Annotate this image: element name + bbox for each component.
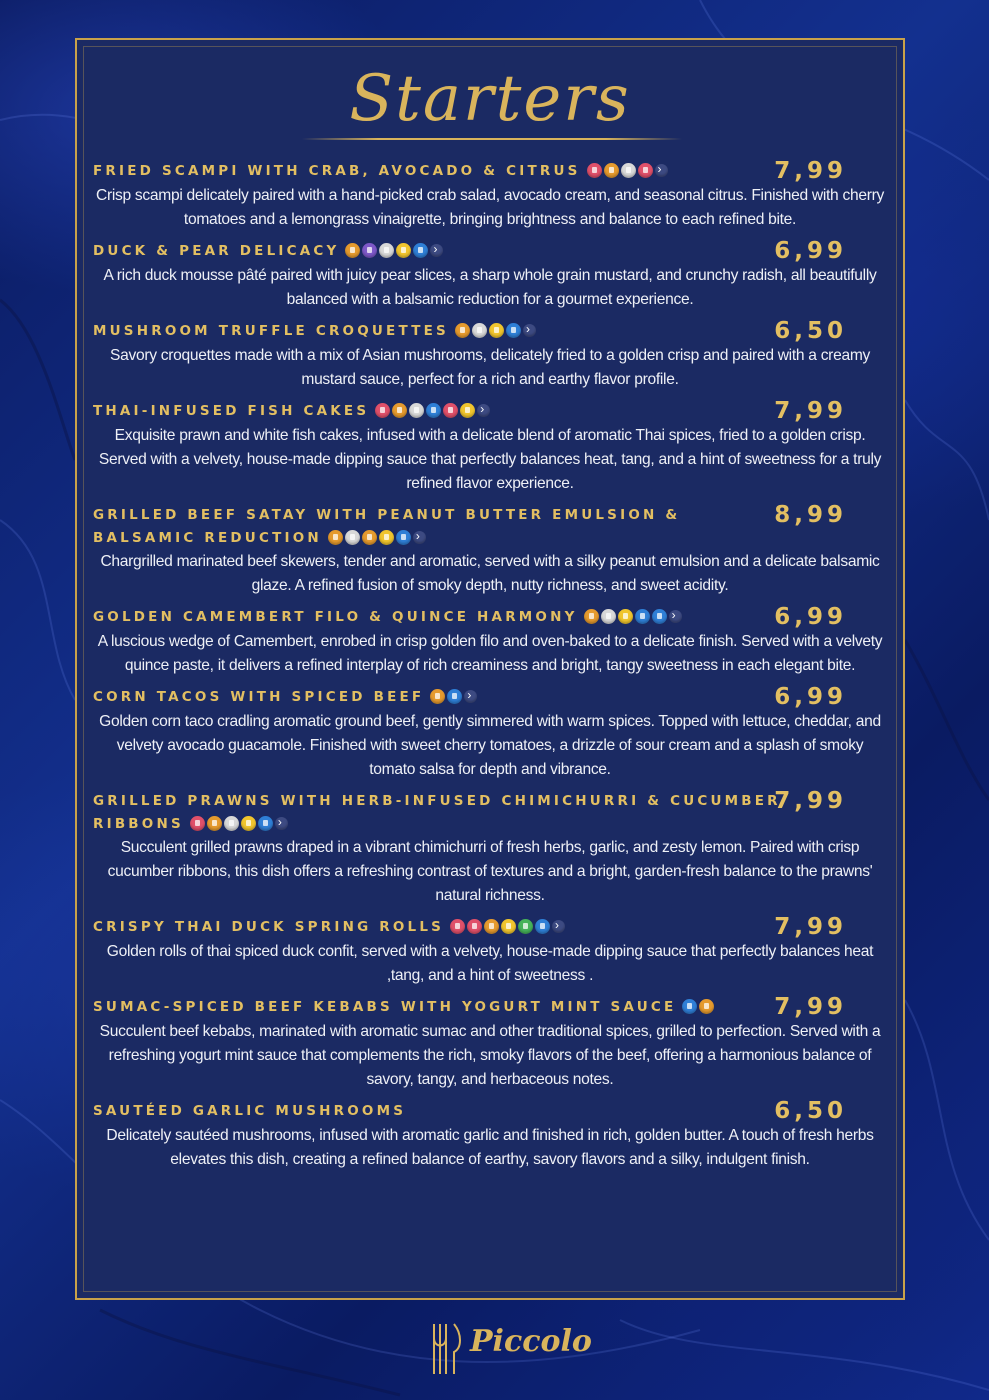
menu-item-header — [93, 504, 887, 550]
dish-description: A luscious wedge of Camembert, enrobed in crisp golden filo and oven-baked to a delicate finish. Served with a velvety quince paste, it delivers a refined interplay of rich creaminess and bright, tangy sweetness in each elegant bite. — [97, 633, 883, 674]
dish-description: Succulent beef kebabs, marinated with aromatic sumac and other traditional spices, grilled to perfection. Served with a refreshing yogurt mint sauce that complements the rich, smoky flavors of the beef, offering a harmonious balance of savory, tangy, and herbaceous notes. — [99, 1023, 881, 1088]
allergen-icon — [604, 163, 619, 178]
allergen-icons — [450, 918, 567, 936]
footer-logo — [0, 1314, 989, 1384]
dish-price: 7,99 — [774, 788, 847, 814]
allergen-icon — [396, 243, 411, 258]
dish-description: Savory croquettes made with a mix of Asian mushrooms, delicately fried to a golden crisp and paired with a creamy mustard sauce, perfect for a rich and earthy flavor profile. — [109, 347, 871, 388]
menu-item — [77, 1100, 903, 1172]
dish-description: Crisp scampi delicately paired with a hand-picked crab salad, avocado cream, and seasonal citrus. Finished with cherry tomatoes and a lemongrass vinaigrette, bringing brightness and balance to each refined bite. — [95, 187, 884, 228]
allergen-icon — [587, 163, 602, 178]
allergen-icon — [501, 919, 516, 934]
allergen-icon — [638, 163, 653, 178]
dish-description: Succulent grilled prawns draped in a vibrant chimichurri of fresh herbs, garlic, and zesty lemon. Paired with crisp cucumber ribbons, this dish offers a refreshing contrast of textures and a bright, garden-fresh balance to the prawns' natural richness. — [107, 839, 873, 904]
allergen-icons — [328, 529, 428, 547]
allergen-icon — [621, 163, 636, 178]
allergen-icons — [430, 688, 479, 706]
menu-item-header — [93, 400, 887, 424]
allergen-icon — [489, 323, 504, 338]
menu-item-header — [93, 916, 887, 940]
allergen-icon — [484, 919, 499, 934]
dish-price: 6,50 — [774, 318, 847, 344]
allergen-icon — [328, 530, 343, 545]
dish-name: SAUTÉED GARLIC MUSHROOMS — [93, 1103, 407, 1119]
chevron-right-icon — [552, 920, 565, 933]
chevron-right-icon — [275, 817, 288, 830]
allergen-icon — [207, 816, 222, 831]
allergen-icon — [455, 323, 470, 338]
dish-name: FRIED SCAMPI WITH CRAB, AVOCADO & CITRUS — [93, 163, 581, 179]
chevron-right-icon — [477, 404, 490, 417]
menu-item-header — [93, 1100, 887, 1124]
chevron-right-icon — [655, 164, 668, 177]
menu-item-header — [93, 320, 887, 344]
allergen-icon — [426, 403, 441, 418]
menu-item — [77, 240, 903, 312]
allergen-icon — [345, 530, 360, 545]
dish-description: Golden corn taco cradling aromatic ground beef, gently simmered with warm spices. Topped with lettuce, cheddar, and velvety avocado guacamole. Finished with sweet cherry tomatoes, a drizzle of sour cream and a splash of smoky tomato salsa for depth and vibrance. — [99, 713, 881, 778]
menu-item — [77, 916, 903, 988]
menu-item — [77, 686, 903, 782]
logo-text: Piccolo — [470, 1324, 592, 1359]
allergen-icons — [584, 608, 684, 626]
title-underline — [302, 138, 682, 140]
allergen-icon — [413, 243, 428, 258]
allergen-icon — [443, 403, 458, 418]
allergen-icon — [518, 919, 533, 934]
allergen-icon — [450, 919, 465, 934]
allergen-icon — [379, 530, 394, 545]
menu-item-header — [93, 240, 887, 264]
dish-price: 7,99 — [774, 994, 847, 1020]
allergen-icon — [362, 530, 377, 545]
allergen-icon — [472, 323, 487, 338]
allergen-icon — [224, 816, 239, 831]
menu-item-header — [93, 790, 887, 836]
allergen-icon — [652, 609, 667, 624]
allergen-icon — [618, 609, 633, 624]
menu-item-header — [93, 160, 887, 184]
allergen-icon — [362, 243, 377, 258]
dish-price: 6,50 — [774, 1098, 847, 1124]
allergen-icons — [190, 815, 290, 833]
chevron-right-icon — [669, 610, 682, 623]
menu-items — [77, 160, 903, 1180]
dish-price: 6,99 — [774, 604, 847, 630]
dish-description: Exquisite prawn and white fish cakes, infused with a delicate blend of aromatic Thai spices, fried to a golden crisp. Served with a velvety, house-made dipping sauce that perfectly balances heat, tang, and a hint of sweetness for a truly refined flavor experience. — [98, 427, 882, 492]
allergen-icon — [190, 816, 205, 831]
allergen-icon — [241, 816, 256, 831]
dish-name: MUSHROOM TRUFFLE CROQUETTES — [93, 323, 449, 339]
dish-name: SUMAC-SPICED BEEF KEBABS WITH YOGURT MINT SAUCE — [93, 999, 677, 1015]
allergen-icon — [430, 689, 445, 704]
allergen-icon — [258, 816, 273, 831]
allergen-icon — [682, 999, 697, 1014]
allergen-icon — [379, 243, 394, 258]
dish-price: 7,99 — [774, 158, 847, 184]
menu-item — [77, 790, 903, 908]
dish-price: 8,99 — [774, 502, 847, 528]
menu-item-header — [93, 606, 887, 630]
allergen-icon — [699, 999, 714, 1014]
chevron-right-icon — [430, 244, 443, 257]
menu-item — [77, 320, 903, 392]
allergen-icon — [460, 403, 475, 418]
menu-item-header — [93, 996, 887, 1020]
menu-item — [77, 400, 903, 496]
dish-name: GRILLED PRAWNS WITH HERB-INFUSED CHIMICHURRI & CUCUMBER RIBBONS — [93, 793, 781, 832]
title-area — [77, 54, 903, 164]
menu-item-header — [93, 686, 887, 710]
menu-item — [77, 160, 903, 232]
menu-item — [77, 996, 903, 1092]
allergen-icons — [587, 162, 670, 180]
allergen-icon — [467, 919, 482, 934]
dish-name: GOLDEN CAMEMBERT FILO & QUINCE HARMONY — [93, 609, 578, 625]
allergen-icon — [392, 403, 407, 418]
allergen-icon — [447, 689, 462, 704]
menu-item — [77, 504, 903, 598]
dish-name: THAI-INFUSED FISH CAKES — [93, 403, 370, 419]
allergen-icon — [601, 609, 616, 624]
allergen-icons — [345, 242, 445, 260]
menu-item — [77, 606, 903, 678]
fork-knife-icon — [426, 1318, 466, 1378]
chevron-right-icon — [464, 690, 477, 703]
allergen-icon — [396, 530, 411, 545]
dish-price: 7,99 — [774, 398, 847, 424]
allergen-icon — [635, 609, 650, 624]
chevron-right-icon — [523, 324, 536, 337]
allergen-icons — [682, 998, 716, 1016]
dish-price: 6,99 — [774, 684, 847, 710]
menu-panel — [75, 38, 905, 1300]
dish-price: 7,99 — [774, 914, 847, 940]
page-title: Starters — [349, 62, 631, 136]
dish-description: Delicately sautéed mushrooms, infused with aromatic garlic and finished in rich, golden butter. A touch of fresh herbs elevates this dish, creating a refined balance of earthy, savory flavors and a silky, indulgent finish. — [106, 1127, 874, 1168]
dish-description: Chargrilled marinated beef skewers, tender and aromatic, served with a silky peanut emulsion and a delicate balsamic glaze. A refined fusion of smoky depth, nutty richness, and sweet acidity. — [100, 553, 880, 594]
dish-description: A rich duck mousse pâté paired with juicy pear slices, a sharp whole grain mustard, and crunchy radish, all beautifully balanced with a balsamic reduction for a gourmet experience. — [103, 267, 877, 308]
allergen-icon — [375, 403, 390, 418]
chevron-right-icon — [413, 531, 426, 544]
dish-description: Golden rolls of thai spiced duck confit, served with a velvety, house-made dipping sauce that perfectly balances heat ,tang, and a hint of sweetness . — [106, 943, 874, 984]
dish-name: GRILLED BEEF SATAY WITH PEANUT BUTTER EMULSION & BALSAMIC REDUCTION — [93, 507, 681, 546]
allergen-icons — [375, 402, 492, 420]
allergen-icon — [345, 243, 360, 258]
allergen-icon — [409, 403, 424, 418]
dish-name: CRISPY THAI DUCK SPRING ROLLS — [93, 919, 445, 935]
allergen-icon — [535, 919, 550, 934]
allergen-icons — [455, 322, 538, 340]
dish-name: CORN TACOS WITH SPICED BEEF — [93, 689, 425, 705]
allergen-icon — [506, 323, 521, 338]
dish-price: 6,99 — [774, 238, 847, 264]
allergen-icon — [584, 609, 599, 624]
dish-name: DUCK & PEAR DELICACY — [93, 243, 340, 259]
